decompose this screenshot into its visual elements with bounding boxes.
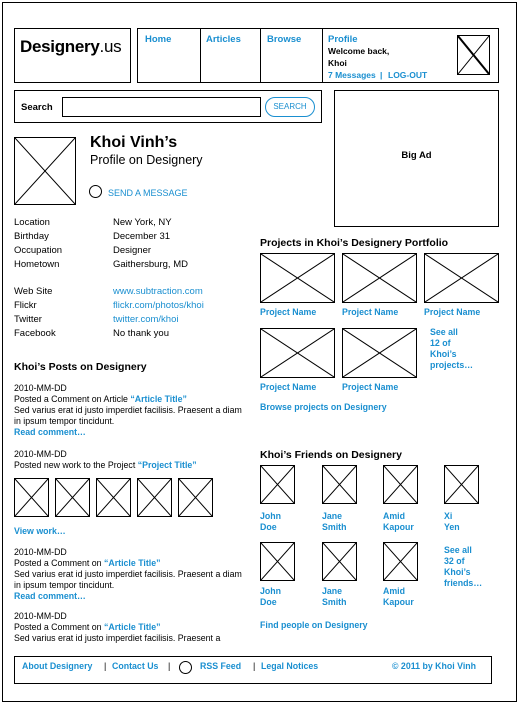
big-ad[interactable]	[334, 90, 499, 227]
post-article-link[interactable]: “Article Title”	[103, 558, 161, 568]
detail-value: Designer	[113, 245, 152, 256]
see-all-line: friends…	[444, 578, 483, 588]
posts-title: Khoi’s Posts on Designery	[14, 361, 147, 373]
link-label: Facebook	[14, 328, 56, 339]
logo	[20, 37, 121, 57]
nav-divider	[322, 29, 323, 82]
friend-last-name: Smith	[322, 522, 347, 532]
logout-link[interactable]: LOG-OUT	[388, 70, 428, 80]
detail-label: Location	[14, 217, 50, 228]
nav-profile[interactable]: Profile	[328, 34, 358, 45]
footer-contact-link[interactable]: Contact Us	[112, 661, 159, 671]
nav-browse[interactable]: Browse	[267, 34, 302, 45]
post-action	[14, 460, 249, 471]
friend-last-name: Doe	[260, 522, 277, 532]
profile-photo	[14, 137, 76, 205]
post-action-text: Posted a Comment on Article	[14, 394, 131, 404]
project-thumbnail[interactable]	[260, 253, 335, 303]
browse-projects-link[interactable]: Browse projects on Designery	[260, 402, 387, 412]
friend-name-link[interactable]	[444, 511, 460, 533]
post-date: 2010-MM-DD	[14, 611, 67, 621]
work-thumbnail[interactable]	[14, 478, 49, 517]
logo-box[interactable]	[14, 28, 131, 83]
friend-photo[interactable]	[322, 542, 357, 581]
link-label: Twitter	[14, 314, 42, 325]
detail-value: Gaithersburg, MD	[113, 259, 188, 270]
friend-last-name: Doe	[260, 597, 277, 607]
link-label: Flickr	[14, 300, 37, 311]
friend-first-name: John	[260, 511, 282, 521]
find-people-link[interactable]: Find people on Designery	[260, 620, 368, 630]
post-action-text: Posted a Comment on	[14, 622, 104, 632]
friend-photo[interactable]	[260, 542, 295, 581]
post-project-link[interactable]: “Project Title”	[137, 460, 197, 470]
project-thumbnail[interactable]	[342, 328, 417, 378]
friend-last-name: Smith	[322, 597, 347, 607]
project-name-link[interactable]: Project Name	[342, 382, 399, 392]
friend-last-name: Yen	[444, 522, 460, 532]
project-thumbnail[interactable]	[342, 253, 417, 303]
see-all-line: See all	[444, 545, 472, 555]
project-thumbnail[interactable]	[260, 328, 335, 378]
footer-separator: |	[253, 661, 256, 671]
post-article-link[interactable]: “Article Title”	[130, 394, 187, 404]
footer-about-link[interactable]: About Designery	[22, 661, 93, 671]
main-nav	[137, 28, 499, 83]
post-body: Sed varius erat id justo imperdiet facilisis. Praesent a diam in ipsum tempor tincidunt.	[14, 569, 242, 590]
friend-first-name: Amid	[383, 586, 405, 596]
project-name-link[interactable]: Project Name	[342, 307, 399, 317]
project-name-link[interactable]: Project Name	[260, 307, 317, 317]
detail-value: New York, NY	[113, 217, 172, 228]
post-action-text: Posted new work to the Project	[14, 460, 138, 470]
post-date: 2010-MM-DD	[14, 383, 67, 393]
friends-title: Khoi’s Friends on Designery	[260, 449, 402, 461]
read-comment-link[interactable]: Read comment…	[14, 427, 86, 437]
friend-first-name: Xi	[444, 511, 453, 521]
view-work-link[interactable]: View work…	[14, 526, 66, 536]
detail-label: Occupation	[14, 245, 63, 256]
friend-first-name: Amid	[383, 511, 405, 521]
post-item	[14, 611, 249, 644]
flickr-link[interactable]: flickr.com/photos/khoi	[113, 300, 204, 311]
read-comment-link[interactable]: Read comment…	[14, 591, 86, 601]
friend-name-link[interactable]	[260, 511, 281, 533]
friend-photo[interactable]	[322, 465, 357, 504]
post-body: Sed varius erat id justo imperdiet facilisis. Praesent a	[14, 633, 221, 643]
profile-name: Khoi Vinh’s	[90, 134, 178, 151]
friend-name-link[interactable]	[260, 586, 281, 608]
post-action	[14, 622, 249, 633]
search-bar	[14, 90, 322, 123]
footer-separator: |	[104, 661, 107, 671]
footer-legal-link[interactable]: Legal Notices	[261, 661, 319, 671]
see-all-projects-link[interactable]	[430, 327, 473, 371]
search-button[interactable]: SEARCH	[265, 97, 315, 117]
rss-icon[interactable]	[179, 661, 192, 674]
search-input[interactable]	[62, 97, 261, 117]
projects-title: Projects in Khoi’s Designery Portfolio	[260, 237, 449, 249]
work-thumbnail[interactable]	[55, 478, 90, 517]
footer-rss-link[interactable]: RSS Feed	[200, 661, 242, 671]
send-message-icon[interactable]	[89, 185, 102, 198]
post-action-text: Posted a Comment on	[14, 558, 104, 568]
detail-label: Birthday	[14, 231, 49, 242]
friend-photo[interactable]	[444, 465, 479, 504]
friend-photo[interactable]	[383, 465, 418, 504]
friend-name-link[interactable]	[322, 511, 346, 533]
project-thumbnail[interactable]	[424, 253, 499, 303]
friend-last-name: Kapour	[383, 597, 414, 607]
nav-divider	[200, 29, 201, 82]
nav-articles[interactable]: Articles	[206, 34, 241, 45]
footer-copyright: © 2011 by Khoi Vinh	[392, 661, 477, 671]
friend-name-link[interactable]	[322, 586, 346, 608]
post-item	[14, 449, 249, 471]
website-link[interactable]: www.subtraction.com	[113, 286, 203, 297]
footer-separator: |	[168, 661, 171, 671]
detail-value: December 31	[113, 231, 171, 242]
avatar-placeholder[interactable]	[457, 35, 490, 75]
header-separator: |	[380, 70, 383, 80]
footer	[14, 656, 492, 684]
friend-name-link[interactable]	[383, 586, 414, 608]
messages-link[interactable]: 7 Messages	[328, 70, 376, 80]
friend-first-name: John	[260, 586, 282, 596]
post-article-link[interactable]: “Article Title”	[103, 622, 161, 632]
search-label: Search	[21, 102, 53, 113]
project-name-link[interactable]: Project Name	[424, 307, 481, 317]
friend-first-name: Jane	[322, 586, 343, 596]
friend-name-link[interactable]	[383, 511, 414, 533]
send-message-link[interactable]: SEND A MESSAGE	[108, 188, 188, 198]
detail-label: Hometown	[14, 259, 60, 270]
project-name-link[interactable]: Project Name	[260, 382, 317, 392]
nav-home[interactable]: Home	[145, 34, 172, 45]
logo-suffix: .us	[99, 37, 122, 56]
work-thumbnail[interactable]	[137, 478, 172, 517]
twitter-link[interactable]: twitter.com/khoi	[113, 314, 179, 325]
post-body: Sed varius erat id justo imperdiet facilisis. Praesent a diam in ipsum tempor tincidunt.	[14, 405, 242, 426]
post-item	[14, 547, 249, 602]
see-all-line: 32 of	[444, 556, 465, 566]
nav-divider	[260, 29, 261, 82]
logo-main: Designery	[20, 37, 100, 56]
see-all-line: projects…	[430, 360, 474, 370]
facebook-value: No thank you	[113, 328, 169, 339]
post-action	[14, 394, 249, 405]
post-action	[14, 558, 249, 569]
welcome-text: Welcome back,	[328, 46, 390, 56]
post-item	[14, 383, 249, 438]
work-thumbnail[interactable]	[178, 478, 213, 517]
friend-photo[interactable]	[260, 465, 295, 504]
see-all-friends-link[interactable]	[444, 545, 482, 589]
post-date: 2010-MM-DD	[14, 449, 67, 459]
see-all-line: Khoi’s	[444, 567, 471, 577]
work-thumbnail[interactable]	[96, 478, 131, 517]
user-name: Khoi	[328, 58, 347, 68]
link-label: Web Site	[14, 286, 53, 297]
big-ad-label: Big Ad	[401, 150, 432, 161]
post-date: 2010-MM-DD	[14, 547, 67, 557]
friend-first-name: Jane	[322, 511, 343, 521]
friend-last-name: Kapour	[383, 522, 414, 532]
profile-subtitle: Profile on Designery	[90, 153, 203, 167]
see-all-line: 12 of	[430, 338, 451, 348]
friend-photo[interactable]	[383, 542, 418, 581]
see-all-line: Khoi’s	[430, 349, 457, 359]
see-all-line: See all	[430, 327, 458, 337]
